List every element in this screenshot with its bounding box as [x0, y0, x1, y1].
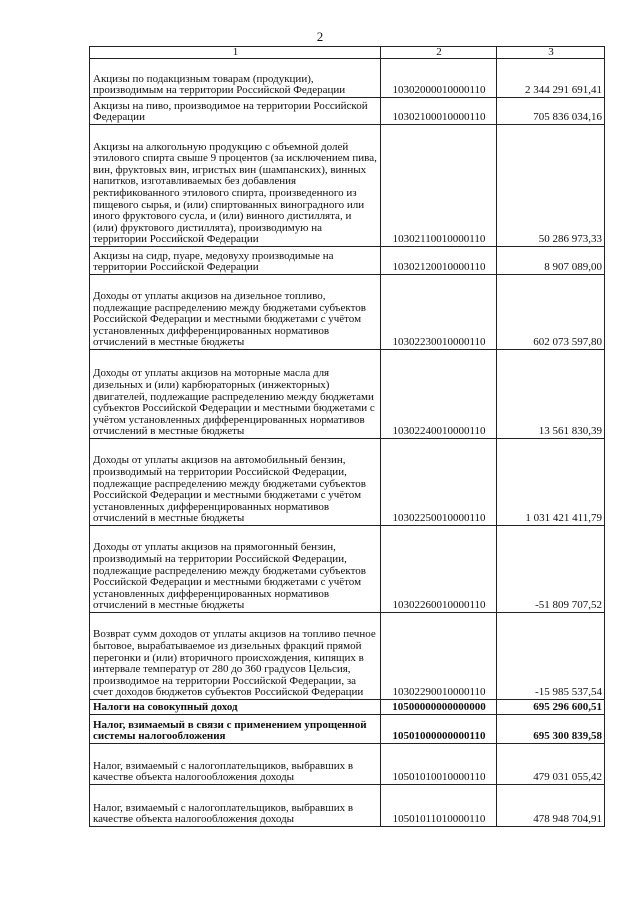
column-header-2: 2 — [381, 47, 497, 59]
table-row — [90, 275, 605, 350]
table-header-row — [90, 47, 605, 59]
row-amount: 602 073 597,80 — [497, 275, 605, 350]
row-name: Налог, взимаемый с налогоплательщиков, выбравших в качестве объекта налогообложения доходы — [90, 744, 381, 785]
row-code: 10302260010000110 — [381, 526, 497, 613]
row-name: Налог, взимаемый в связи с применением упрощенной системы налогообложения — [90, 715, 381, 744]
row-code: 10302250010000110 — [381, 439, 497, 526]
row-amount: 705 836 034,16 — [497, 98, 605, 125]
row-code: 10501000000000110 — [381, 715, 497, 744]
table-row — [90, 247, 605, 275]
table-row — [90, 715, 605, 744]
row-amount: 695 296 600,51 — [497, 700, 605, 715]
row-amount: 2 344 291 691,41 — [497, 59, 605, 98]
row-name: Акцизы на пиво, производимое на территории Российской Федерации — [90, 98, 381, 125]
row-amount: -15 985 537,54 — [497, 613, 605, 700]
row-name: Акцизы на алкогольную продукцию с объемной долей этилового спирта свыше 9 процентов (за исключением пива, вин, фруктовых вин, игристых вин (шампанских), винных напитков, изготавливаемых без добавления ректификованного этилового спирта, произведенного из пищевого сырья, и (или) спиртованных виноградного или иного фруктового сусла, и (или) винного дистиллята, и (или) фруктового дистиллята), производимую на территории Российской Федерации — [90, 125, 381, 247]
column-header-3: 3 — [497, 47, 605, 59]
row-amount: 695 300 839,58 — [497, 715, 605, 744]
row-amount: 1 031 421 411,79 — [497, 439, 605, 526]
row-code: 10302110010000110 — [381, 125, 497, 247]
row-name: Акцизы по подакцизным товарам (продукции), производимым на территории Российской Федерации — [90, 59, 381, 98]
row-amount: 8 907 089,00 — [497, 247, 605, 275]
row-name: Доходы от уплаты акцизов на моторные масла для дизельных и (или) карбюраторных (инжекторных) двигателей, подлежащие распределению между бюджетами субъектов Российской Федерации и местными бюджетами с учётом установленных дифференцированных нормативов отчислений в местные бюджеты — [90, 350, 381, 439]
row-name: Налог, взимаемый с налогоплательщиков, выбравших в качестве объекта налогообложения доходы — [90, 785, 381, 827]
row-name: Доходы от уплаты акцизов на автомобильный бензин, производимый на территории Российской Федерации, подлежащие распределению между бюджетами субъектов Российской Федерации и местными бюджетами с учётом установленных дифференцированных нормативов отчислений в местные бюджеты — [90, 439, 381, 526]
table-row — [90, 526, 605, 613]
table-row — [90, 439, 605, 526]
table-row — [90, 125, 605, 247]
row-code: 10500000000000000 — [381, 700, 497, 715]
row-code: 10302290010000110 — [381, 613, 497, 700]
row-code: 10302000010000110 — [381, 59, 497, 98]
revenue-table — [89, 46, 605, 827]
row-name: Доходы от уплаты акцизов на дизельное топливо, подлежащие распределению между бюджетами субъектов Российской Федерации и местными бюджетами с учётом установленных дифференцированных нормативов отчислений в местные бюджеты — [90, 275, 381, 350]
table-row — [90, 59, 605, 98]
table-row — [90, 350, 605, 439]
table-row — [90, 613, 605, 700]
row-amount: 479 031 055,42 — [497, 744, 605, 785]
row-code: 10501011010000110 — [381, 785, 497, 827]
row-name: Доходы от уплаты акцизов на прямогонный бензин, производимый на территории Российской Федерации, подлежащие распределению между бюджетами субъектов Российской Федерации и местными бюджетами с учётом установленных дифференцированных нормативов отчислений в местные бюджеты — [90, 526, 381, 613]
row-name: Акцизы на сидр, пуаре, медовуху производимые на территории Российской Федерации — [90, 247, 381, 275]
row-amount: -51 809 707,52 — [497, 526, 605, 613]
row-name: Возврат сумм доходов от уплаты акцизов на топливо печное бытовое, вырабатываемое из дизельных фракций прямой перегонки и (или) вторичного происхождения, кипящих в интервале температур от 280 до 360 градусов Цельсия, производимое на территории Российской Федерации, за счет доходов бюджетов субъектов Российской Федерации — [90, 613, 381, 700]
row-code: 10302120010000110 — [381, 247, 497, 275]
table-row — [90, 744, 605, 785]
row-name: Налоги на совокупный доход — [90, 700, 381, 715]
row-amount: 478 948 704,91 — [497, 785, 605, 827]
row-code: 10302100010000110 — [381, 98, 497, 125]
table-row — [90, 785, 605, 827]
row-amount: 13 561 830,39 — [497, 350, 605, 439]
row-amount: 50 286 973,33 — [497, 125, 605, 247]
column-header-1: 1 — [90, 47, 381, 59]
table-row — [90, 700, 605, 715]
table-row — [90, 98, 605, 125]
row-code: 10302230010000110 — [381, 275, 497, 350]
row-code: 10302240010000110 — [381, 350, 497, 439]
page-number: 2 — [316, 29, 324, 44]
row-code: 10501010010000110 — [381, 744, 497, 785]
